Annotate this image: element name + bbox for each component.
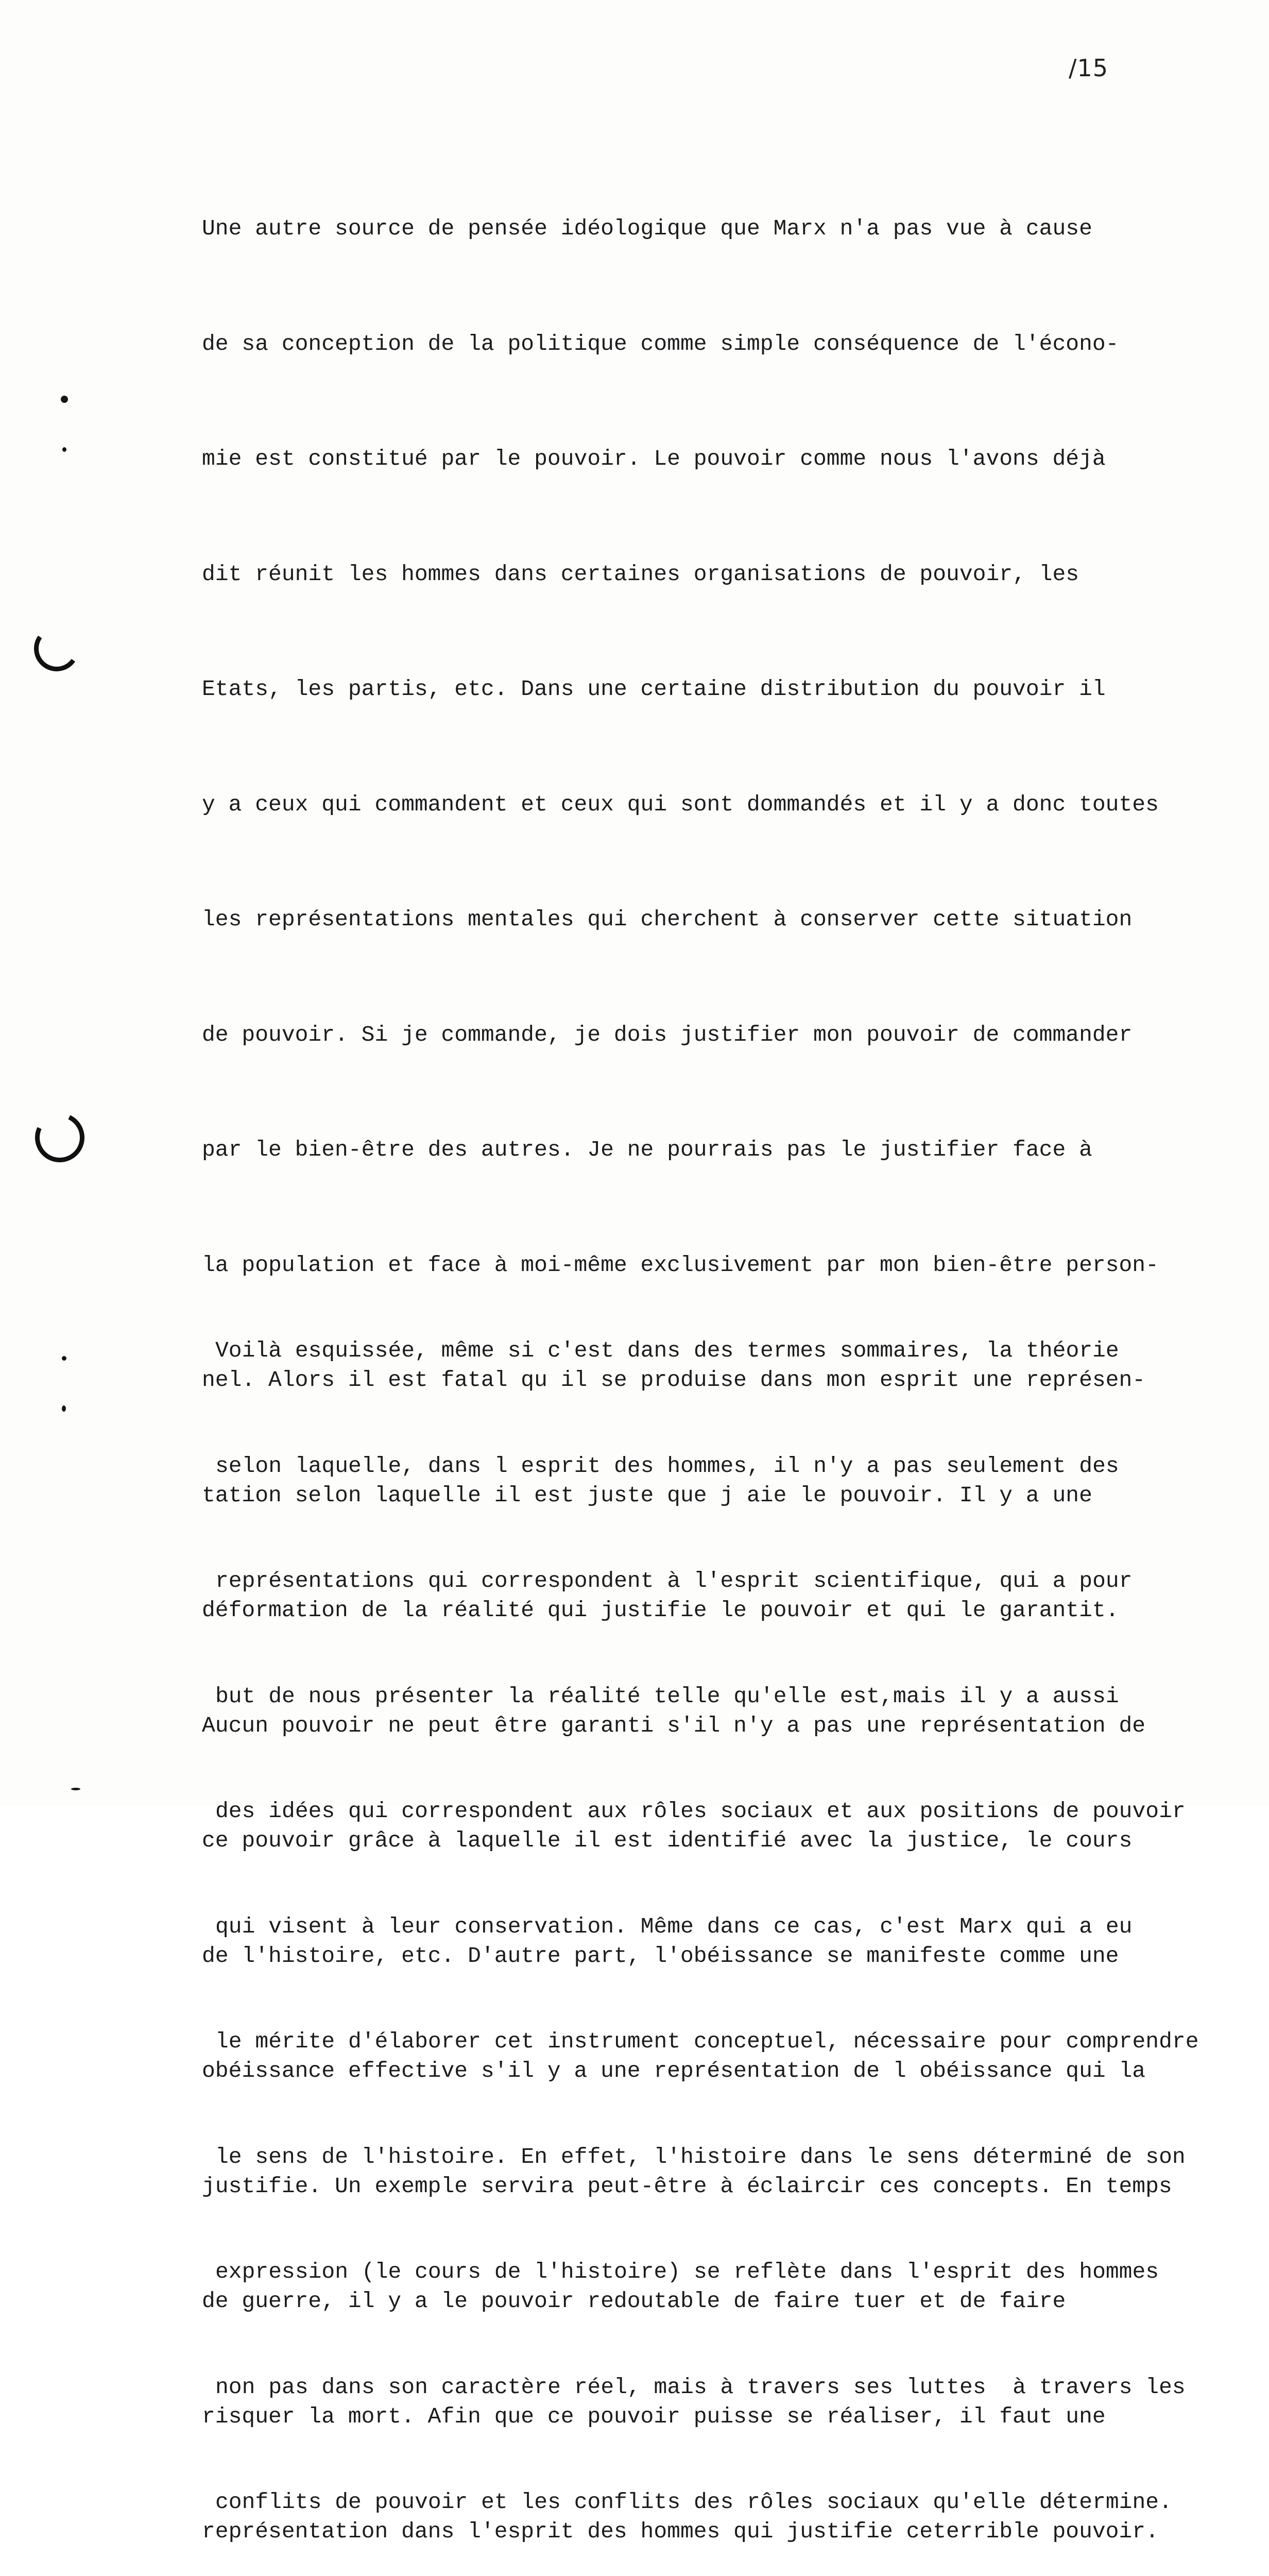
text-line: but de nous présenter la réalité telle qu'elle est,mais il y a aussi <box>215 1683 1119 1709</box>
text-line: des idées qui correspondent aux rôles sociaux et aux positions de pouvoir <box>215 1799 1186 1824</box>
scan-speck <box>62 1405 66 1412</box>
text-line: selon laquelle, dans l esprit des hommes, il n'y a pas seulement des <box>215 1453 1119 1479</box>
text-line: qui visent à leur conservation. Même dans ce cas, c'est Marx qui a eu <box>215 1913 1133 1939</box>
text-line: le sens de l'histoire. En effet, l'histoire dans le sens déterminé de son <box>215 2144 1186 2170</box>
text-line: nel. Alors il est fatal qu il se produise dans mon esprit une représen- <box>202 1367 1146 1393</box>
punch-hole-mark <box>30 622 83 675</box>
scan-speck <box>61 396 68 403</box>
text-line: risquer la mort. Afin que ce pouvoir puisse se réaliser, il faut une <box>202 2403 1106 2429</box>
text-line: conflits de pouvoir et les conflits des rôles sociaux qu'elle détermine. <box>215 2489 1172 2515</box>
text-line: le mérite d'élaborer cet instrument conceptuel, nécessaire pour comprendre <box>215 2029 1199 2054</box>
text-line: Aucun pouvoir ne peut être garanti s'il n'y a pas une représentation de <box>202 1713 1146 1738</box>
text-line: les représentations mentales qui cherchent à conserver cette situation <box>202 907 1133 932</box>
text-line: par le bien-être des autres. Je ne pourrais pas le justifier face à <box>202 1137 1092 1162</box>
text-line: ce pouvoir grâce à laquelle il est identifié avec la justice, le cours <box>202 1828 1133 1853</box>
text-line: Voilà esquissée, même si c'est dans des termes sommaires, la théorie <box>215 1338 1119 1363</box>
text-line: de pouvoir. Si je commande, je dois justifier mon pouvoir de commander <box>202 1022 1133 1047</box>
text-line: de sa conception de la politique comme simple conséquence de l'écono- <box>202 331 1119 357</box>
text-line: non pas dans son caractère réel, mais à travers ses luttes à travers les <box>215 2374 1186 2400</box>
text-line: de guerre, il y a le pouvoir redoutable de faire tuer et de faire <box>202 2289 1066 2314</box>
text-line: déformation de la réalité qui justifie le pouvoir et qui le garantit. <box>202 1598 1119 1623</box>
scan-speck <box>62 447 66 452</box>
scan-speck <box>71 1788 80 1790</box>
scan-speck <box>62 1356 66 1361</box>
page-number: /15 <box>1069 54 1109 82</box>
text-line: justifie. Un exemple servira peut-être à éclaircir ces concepts. En temps <box>202 2173 1172 2199</box>
text-line: y a ceux qui commandent et ceux qui sont dommandés et il y a donc toutes <box>202 791 1159 817</box>
text-line: représentation dans l'esprit des hommes qui justifie ceterrible pouvoir. <box>202 2519 1159 2544</box>
text-line: dit réunit les hommes dans certaines organisations de pouvoir, les <box>202 561 1079 587</box>
text-line: obéissance effective s'il y a une représentation de l obéissance qui la <box>202 2058 1146 2083</box>
text-line: Etats, les partis, etc. Dans une certaine distribution du pouvoir il <box>202 676 1106 702</box>
text-line: mie est constitué par le pouvoir. Le pouvoir comme nous l'avons déjà <box>202 446 1106 471</box>
text-line: Une autre source de pensée idéologique que Marx n'a pas vue à cause <box>202 216 1092 241</box>
text-line: de l'histoire, etc. D'autre part, l'obéissance se manifeste comme une <box>202 1943 1119 1969</box>
text-line: tation selon laquelle il est juste que j aie le pouvoir. Il y a une <box>202 1482 1092 1508</box>
text-line: représentations qui correspondent à l'esprit scientifique, qui a pour <box>215 1568 1133 1594</box>
text-line: expression (le cours de l'histoire) se reflète dans l'esprit des hommes <box>215 2259 1159 2284</box>
text-line: la population et face à moi-même exclusivement par mon bien-être person- <box>202 1252 1159 1278</box>
punch-hole-mark <box>28 1106 91 1169</box>
paragraph-2 <box>215 1255 1225 2576</box>
